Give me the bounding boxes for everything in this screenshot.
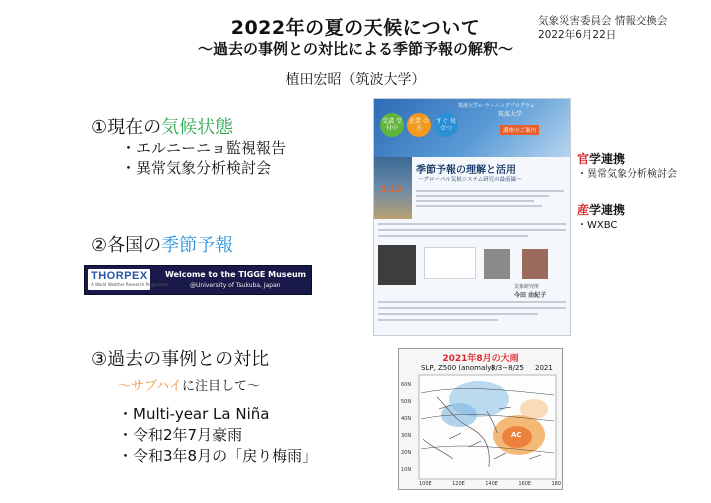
map-lat-labels bbox=[401, 377, 411, 479]
lat-label: 50N bbox=[401, 399, 412, 405]
lat-label: 40N bbox=[401, 416, 412, 422]
section1-item: ・異常気象分析検討会 bbox=[121, 159, 272, 177]
slide-subtitle: 〜過去の事例との対比による季節予報の解釈〜 bbox=[197, 40, 513, 58]
anomaly-map-figure bbox=[398, 348, 563, 490]
section3-focus-highlight: サブハイ bbox=[131, 379, 182, 394]
ind-highlight: 産 bbox=[577, 203, 590, 217]
flyer-bubble: 受講 受付中 bbox=[380, 113, 404, 137]
gov-academia-heading bbox=[577, 152, 677, 167]
thorpex-logo bbox=[88, 269, 169, 290]
flyer-university: 筑波大学 bbox=[498, 111, 523, 118]
gov-academia-item: ・異常気象分析検討会 bbox=[577, 169, 677, 180]
thorpex-logo-subtext: A World Weather Research Programme bbox=[91, 282, 169, 287]
flyer-text-block bbox=[416, 187, 564, 215]
flyer-lecturer-photo bbox=[378, 245, 416, 285]
flyer-lecturer-photo bbox=[522, 249, 548, 279]
gov-academia-link bbox=[577, 152, 677, 182]
section3-focus bbox=[118, 375, 260, 394]
tigge-museum-banner[interactable] bbox=[84, 265, 312, 295]
flyer-main-subtitle: 〜グローバル気候システム研究の最前線〜 bbox=[418, 177, 522, 183]
flyer-program-line: 筑波大学ｅ-ラーニングプログラム bbox=[458, 103, 535, 109]
section3-item: ・令和2年7月豪雨 bbox=[118, 426, 243, 444]
section3-heading: ③過去の事例との対比 bbox=[91, 349, 270, 370]
lat-label: 20N bbox=[401, 450, 412, 456]
section3-focus-prefix: 〜 bbox=[118, 379, 132, 394]
gov-heading-rest: 学連携 bbox=[589, 152, 626, 166]
lon-label: 100E bbox=[419, 481, 432, 487]
author-line: 植田宏昭（筑波大学） bbox=[285, 72, 426, 88]
gov-highlight: 官 bbox=[577, 152, 590, 166]
flyer-bubble: 企業 の方 bbox=[407, 113, 431, 137]
slide-title: 2022年の夏の天候について bbox=[230, 17, 481, 39]
section2-heading-prefix: ②各国の bbox=[91, 235, 162, 256]
map-lon-labels bbox=[419, 481, 561, 487]
map-period: 8/3−8/25 bbox=[491, 364, 524, 372]
lon-label: 120E bbox=[452, 481, 465, 487]
flyer-date: 5.12 bbox=[380, 185, 403, 195]
lon-label: 140E bbox=[485, 481, 498, 487]
tigge-affiliation-text: @University of Tsukuba, Japan bbox=[190, 282, 281, 289]
section1-heading bbox=[91, 113, 233, 139]
flyer-main-title: 季節予報の理解と活用 bbox=[416, 165, 516, 176]
meeting-info bbox=[538, 14, 667, 42]
meeting-date: 2022年6月22日 bbox=[538, 29, 617, 41]
lon-label: 160E bbox=[518, 481, 532, 487]
ind-heading-rest: 学連携 bbox=[589, 203, 626, 217]
flyer-figure bbox=[424, 247, 476, 279]
industry-academia-link bbox=[577, 203, 625, 233]
flyer-lecturer-photo bbox=[484, 249, 510, 279]
map-title: 2021年8月の大雨 bbox=[442, 354, 519, 364]
lat-label: 10N bbox=[401, 467, 412, 473]
thorpex-logo-text: THORPEX bbox=[91, 270, 148, 282]
section3-focus-suffix: に注目して〜 bbox=[181, 379, 260, 394]
section1-heading-prefix: ①現在の bbox=[91, 117, 162, 138]
map-ac-label: AC bbox=[511, 431, 522, 439]
meeting-name: 気象災害委員会 情報交換会 bbox=[538, 15, 668, 27]
section2-heading bbox=[91, 231, 233, 257]
lat-label: 30N bbox=[401, 433, 412, 439]
map-legend: SLP, Z500 (anomaly) bbox=[421, 364, 495, 372]
industry-academia-item: ・WXBC bbox=[577, 220, 618, 231]
map-year: 2021 bbox=[535, 364, 553, 372]
lon-label: 180 bbox=[551, 481, 561, 487]
flyer-bubble: すぐ 役立つ bbox=[434, 113, 458, 137]
section1-item: ・エルニーニョ監視報告 bbox=[121, 139, 287, 157]
section2-heading-highlight: 季節予報 bbox=[161, 235, 234, 256]
flyer-lecturer-affiliation: 気象研究所 bbox=[514, 284, 540, 290]
lat-label: 60N bbox=[401, 382, 412, 388]
flyer-tag: 講座のご案内 bbox=[500, 125, 539, 135]
section3-item: ・Multi-year La Niña bbox=[118, 405, 270, 423]
course-flyer bbox=[373, 98, 571, 336]
tigge-welcome-text: Welcome to the TIGGE Museum bbox=[165, 270, 307, 279]
section3-item: ・令和3年8月の「戻り梅雨」 bbox=[118, 447, 318, 465]
section1-heading-highlight: 気候状態 bbox=[161, 117, 234, 138]
flyer-lecturer-name: 今田 由紀子 bbox=[514, 292, 547, 299]
industry-academia-heading bbox=[577, 203, 625, 218]
